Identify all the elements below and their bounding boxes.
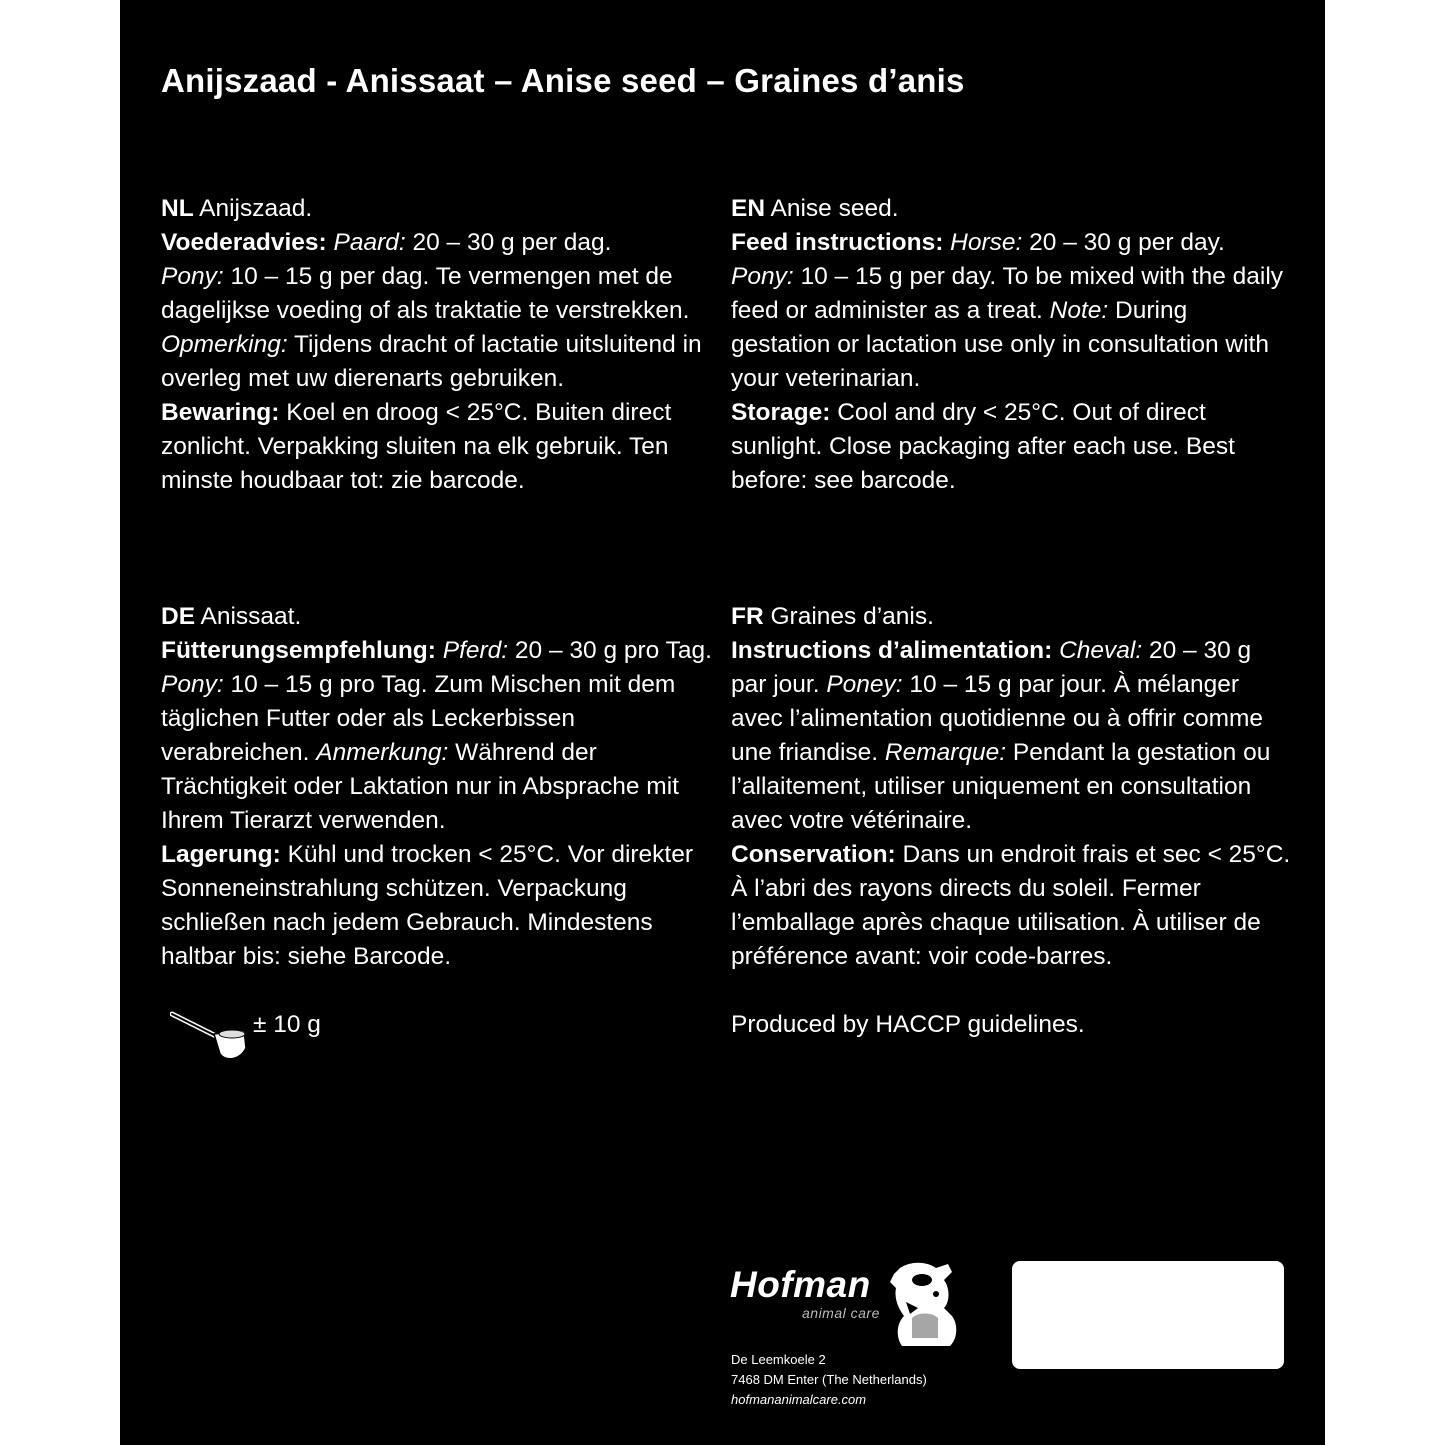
language-code: FR <box>731 603 764 630</box>
german-section <box>161 600 721 974</box>
storage-text: Koel en droog < 25°C. Buiten direct zonlicht. Verpakking sluiten na elk gebruik. Ten minste houdbaar tot: zie barcode. <box>161 399 672 494</box>
feed-label: Voederadvies: <box>161 229 327 256</box>
product-label <box>120 0 1325 1445</box>
horse-text: 20 – 30 g per dag. <box>405 229 612 256</box>
feed-label: Feed instructions: <box>731 229 944 256</box>
storage-text: Cool and dry < 25°C. Out of direct sunlight. Close packaging after each use. Best before: see barcode. <box>731 399 1235 494</box>
storage-text: Kühl und trocken < 25°C. Vor direkter Sonneneinstrahlung schützen. Verpackung schließen nach jedem Gebrauch. Mindestens haltbar bis: siehe Barcode. <box>161 841 694 970</box>
pony-label: Poney: <box>826 671 903 698</box>
note-label: Note: <box>1049 297 1109 324</box>
animals-logo-icon <box>882 1258 972 1348</box>
horse-label: Pferd: <box>442 637 509 664</box>
haccp-statement: Produced by HACCP guidelines. <box>731 1011 1085 1038</box>
brand-name: Hofman <box>730 1264 871 1305</box>
english-section <box>731 192 1291 498</box>
storage-label: Bewaring: <box>161 399 280 426</box>
horse-label: Cheval: <box>1059 637 1143 664</box>
horse-text: 20 – 30 g par jour. <box>731 637 1252 698</box>
product-name: Graines d’anis. <box>763 603 934 630</box>
barcode-area <box>1012 1261 1284 1369</box>
storage-label: Storage: <box>731 399 831 426</box>
address-street: De Leemkoele 2 <box>731 1352 826 1367</box>
note-text: Pendant la gestation ou l’allaitement, utiliser uniquement en consultation avec votre vétérinaire. <box>731 739 1271 834</box>
address-city: 7468 DM Enter (The Netherlands) <box>731 1372 927 1387</box>
product-name: Anissaat. <box>195 603 302 630</box>
brand-tagline: animal care <box>802 1305 880 1321</box>
note-text: During gestation or lactation use only in consultation with your veterinarian. <box>731 297 1269 392</box>
french-section <box>731 600 1291 974</box>
feed-label: Instructions d’alimentation: <box>731 637 1053 664</box>
measuring-scoop-icon <box>170 1008 250 1066</box>
horse-label: Paard: <box>333 229 406 256</box>
storage-text: Dans un endroit frais et sec < 25°C. À l’abri des rayons directs du soleil. Fermer l’emballage après chaque utilisation. À utiliser de préférence avant: voir code-barres. <box>731 841 1291 970</box>
pony-text: 10 – 15 g pro Tag. Zum Mischen mit dem täglichen Futter oder als Leckerbissen verabreichen. <box>161 671 676 766</box>
pony-label: Pony: <box>161 671 224 698</box>
language-code: NL <box>161 195 194 222</box>
note-text: Während der Trächtigkeit oder Laktation nur in Absprache mit Ihrem Tierarzt verwenden. <box>161 739 679 834</box>
horse-text: 20 – 30 g pro Tag. <box>508 637 712 664</box>
horse-text: 20 – 30 g per day. <box>1022 229 1225 256</box>
note-label: Anmerkung: <box>316 739 449 766</box>
scoop-amount: ± 10 g <box>253 1011 321 1038</box>
horse-label: Horse: <box>950 229 1023 256</box>
note-label: Opmerking: <box>161 331 288 358</box>
note-label: Remarque: <box>884 739 1007 766</box>
company-address <box>731 1350 927 1410</box>
pony-label: Pony: <box>731 263 794 290</box>
note-text: Tijdens dracht of lactatie uitsluitend in overleg met uw dierenarts gebruiken. <box>161 331 702 392</box>
pony-text: 10 – 15 g par jour. À mélanger avec l’alimentation quotidienne ou à offrir comme une friandise. <box>731 671 1264 766</box>
pony-label: Pony: <box>161 263 224 290</box>
product-title: Anijszaad - Anissaat – Anise seed – Graines d’anis <box>161 62 965 99</box>
pony-text: 10 – 15 g per day. To be mixed with the daily feed or administer as a treat. <box>731 263 1284 324</box>
dutch-section <box>161 192 721 498</box>
website-link[interactable]: hofmananimalcare.com <box>731 1392 867 1407</box>
language-code: EN <box>731 195 766 222</box>
product-name: Anijszaad. <box>193 195 313 222</box>
storage-label: Lagerung: <box>161 841 281 868</box>
storage-label: Conservation: <box>731 841 896 868</box>
product-name: Anise seed. <box>765 195 899 222</box>
brand-logo <box>730 1258 970 1348</box>
language-code: DE <box>161 603 196 630</box>
pony-text: 10 – 15 g per dag. Te vermengen met de dagelijkse voeding of als traktatie te verstrekken. <box>161 263 690 324</box>
feed-label: Fütterungsempfehlung: <box>161 637 436 664</box>
